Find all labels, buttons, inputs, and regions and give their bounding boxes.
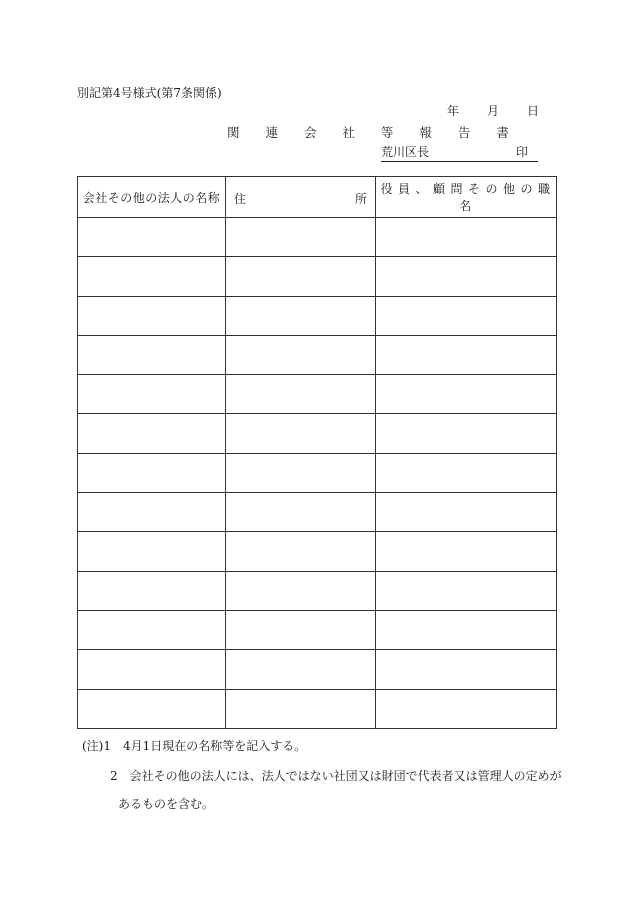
addressee-name: 荒川区長 <box>381 145 430 159</box>
note-1: (注)1 4月1日現在の名称等を記入する。 <box>82 739 307 753</box>
table-row <box>78 453 557 492</box>
cell-company-name[interactable] <box>78 650 226 689</box>
document-title: 関 連 会 社 等 報 告 書 <box>227 125 520 140</box>
cell-role[interactable] <box>376 571 557 610</box>
cell-address[interactable] <box>226 414 376 453</box>
day-label: 日 <box>527 104 540 118</box>
table-row <box>78 414 557 453</box>
cell-address[interactable] <box>226 493 376 532</box>
cell-company-name[interactable] <box>78 689 226 728</box>
cell-company-name[interactable] <box>78 296 226 335</box>
cell-role[interactable] <box>376 375 557 414</box>
note-2-line-1: 2 会社その他の法人には、法人ではない社団又は財団で代表者又は管理人の定めが <box>110 769 562 783</box>
cell-company-name[interactable] <box>78 257 226 296</box>
table-header-row <box>78 177 557 218</box>
month-label: 月 <box>487 104 500 118</box>
cell-address[interactable] <box>226 296 376 335</box>
table-row <box>78 296 557 335</box>
header-address-part1: 住 <box>234 192 247 206</box>
cell-role[interactable] <box>376 296 557 335</box>
cell-address[interactable] <box>226 571 376 610</box>
cell-company-name[interactable] <box>78 453 226 492</box>
cell-address[interactable] <box>226 453 376 492</box>
table-row <box>78 650 557 689</box>
header-address-part2: 所 <box>354 192 367 206</box>
cell-address[interactable] <box>226 375 376 414</box>
cell-company-name[interactable] <box>78 493 226 532</box>
related-company-table <box>77 176 557 729</box>
cell-address[interactable] <box>226 610 376 649</box>
table-body <box>78 218 557 729</box>
cell-company-name[interactable] <box>78 610 226 649</box>
note-2-line-2: あるものを含む。 <box>118 797 215 811</box>
table-row <box>78 610 557 649</box>
cell-role[interactable] <box>376 493 557 532</box>
cell-company-name[interactable] <box>78 414 226 453</box>
cell-role[interactable] <box>376 610 557 649</box>
year-label: 年 <box>447 104 460 118</box>
cell-address[interactable] <box>226 218 376 257</box>
addressee-line <box>381 143 538 162</box>
table-row <box>78 571 557 610</box>
cell-role[interactable] <box>376 335 557 374</box>
form-reference: 別記第4号様式(第7条関係) <box>77 86 222 100</box>
cell-company-name[interactable] <box>78 335 226 374</box>
cell-company-name[interactable] <box>78 571 226 610</box>
table-row <box>78 493 557 532</box>
cell-address[interactable] <box>226 689 376 728</box>
cell-company-name[interactable] <box>78 532 226 571</box>
cell-address[interactable] <box>226 532 376 571</box>
cell-address[interactable] <box>226 650 376 689</box>
cell-address[interactable] <box>226 335 376 374</box>
cell-role[interactable] <box>376 689 557 728</box>
cell-role[interactable] <box>376 650 557 689</box>
cell-address[interactable] <box>226 257 376 296</box>
cell-role[interactable] <box>376 453 557 492</box>
cell-role[interactable] <box>376 257 557 296</box>
table-row <box>78 257 557 296</box>
header-role: 役員、顧問その他の職名 <box>376 177 557 218</box>
seal-mark: 印 <box>515 145 528 159</box>
header-company-name: 会社その他の法人の名称 <box>78 177 226 218</box>
date-line <box>447 102 539 119</box>
table-row <box>78 532 557 571</box>
cell-role[interactable] <box>376 218 557 257</box>
table-row <box>78 335 557 374</box>
cell-company-name[interactable] <box>78 375 226 414</box>
table-row <box>78 375 557 414</box>
cell-role[interactable] <box>376 532 557 571</box>
cell-company-name[interactable] <box>78 218 226 257</box>
table-row <box>78 689 557 728</box>
cell-role[interactable] <box>376 414 557 453</box>
header-address <box>226 177 376 218</box>
table-row <box>78 218 557 257</box>
